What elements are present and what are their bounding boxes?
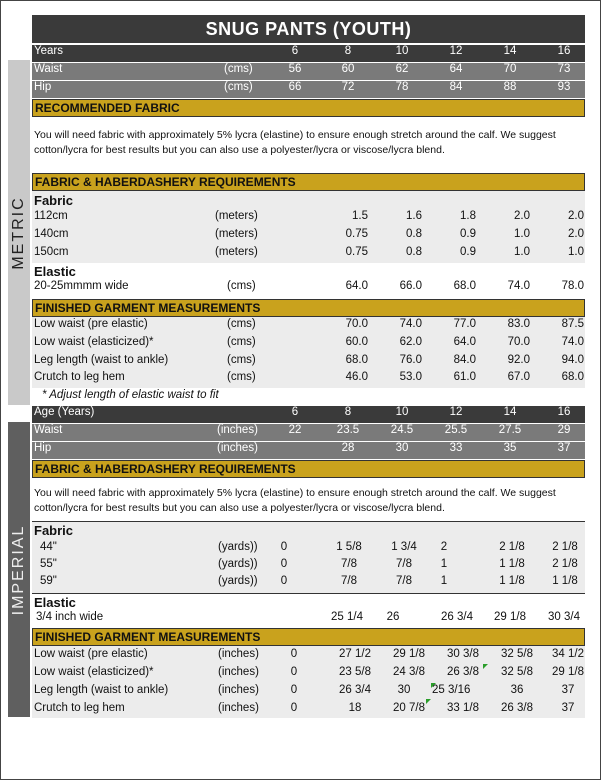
imperial-years-row <box>32 406 585 423</box>
cell: 53.0 <box>399 371 422 383</box>
table-row <box>32 575 585 592</box>
cell: 25 1/4 <box>331 611 363 623</box>
cell: 56 <box>288 63 302 75</box>
recommended-fabric-heading: RECOMMENDED FABRIC <box>32 99 585 117</box>
cell: 29 1/8 <box>393 648 425 660</box>
cell: 1 5/8 <box>336 541 362 553</box>
cell: 1 1/8 <box>552 575 578 587</box>
cell: 8 <box>344 406 352 418</box>
unit: (cms) <box>227 318 256 330</box>
cell: 64.0 <box>345 280 368 292</box>
cell: 27.5 <box>498 424 522 436</box>
cell: 73 <box>557 63 571 75</box>
cell: 26 3/4 <box>441 611 473 623</box>
cell: 1 1/8 <box>499 558 525 570</box>
cell: 12 <box>449 406 463 418</box>
cell: 24.5 <box>390 424 414 436</box>
cell: 62 <box>395 63 409 75</box>
metric-elastic-panel <box>32 263 585 299</box>
cell: 1.0 <box>514 228 530 240</box>
cell: 23 5/8 <box>339 666 371 678</box>
unit: (cms) <box>227 371 256 383</box>
row-label: 59" <box>40 575 57 587</box>
cell: 1.6 <box>406 210 422 222</box>
cell: 16 <box>557 45 571 57</box>
page-title: SNUG PANTS (YOUTH) <box>32 15 585 43</box>
cell: 0.75 <box>345 228 368 240</box>
imperial-elastic-panel <box>32 593 585 628</box>
metric-requirements-heading: FABRIC & HABERDASHERY REQUIREMENTS <box>32 173 585 191</box>
row-label: Low waist (elasticized)* <box>34 336 154 348</box>
cell: 1.5 <box>352 210 368 222</box>
cell: 25 3/16 <box>432 684 471 696</box>
table-row <box>32 702 585 719</box>
row-label: 140cm <box>34 228 69 240</box>
cell: 68.0 <box>345 354 368 366</box>
elastic-label: Elastic <box>34 595 76 610</box>
row-label: Low waist (pre elastic) <box>34 318 148 330</box>
cell: 10 <box>395 406 409 418</box>
cell: 70 <box>503 63 517 75</box>
cell: 29 1/8 <box>494 611 526 623</box>
imperial-finished-heading: FINISHED GARMENT MEASUREMENTS <box>32 628 585 646</box>
cell: 1.8 <box>460 210 476 222</box>
cell: 26 <box>386 611 400 623</box>
cell: 27 1/2 <box>339 648 371 660</box>
cell: 61.0 <box>453 371 476 383</box>
cell: 0 <box>280 575 288 587</box>
metric-side-label <box>8 60 30 405</box>
unit: (meters) <box>215 246 258 258</box>
unit: (yards)) <box>218 558 258 570</box>
imperial-side-label <box>8 422 30 717</box>
cell: 8 <box>344 45 352 57</box>
cell: 7/8 <box>341 558 357 570</box>
cell: 2.0 <box>568 210 584 222</box>
metric-side-text: METRIC <box>10 195 27 270</box>
table-row <box>32 318 585 335</box>
table-row <box>32 611 585 628</box>
row-label: 3/4 inch wide <box>36 611 104 623</box>
cell: 25.5 <box>444 424 468 436</box>
cell: 26 3/8 <box>501 702 533 714</box>
cell: 66 <box>288 81 302 93</box>
cell: 22 <box>288 424 302 436</box>
unit: (cms) <box>227 336 256 348</box>
table-row <box>32 246 585 263</box>
cell: 18 <box>348 702 362 714</box>
cell: 29 1/8 <box>552 666 584 678</box>
imperial-requirements-heading: FABRIC & HABERDASHERY REQUIREMENTS <box>32 460 585 478</box>
metric-hip-row <box>32 81 585 98</box>
imperial-fabric-panel <box>32 521 585 593</box>
cell: 30 3/4 <box>548 611 580 623</box>
cell: 84.0 <box>453 354 476 366</box>
imperial-waist-row <box>32 424 585 441</box>
unit: (cms) <box>227 354 256 366</box>
table-row <box>32 684 585 701</box>
imperial-hip-row <box>32 442 585 459</box>
metric-waist-row <box>32 63 585 80</box>
unit: (inches) <box>217 442 258 454</box>
row-label: Years <box>34 45 63 57</box>
cell: 64.0 <box>453 336 476 348</box>
cell: 0.9 <box>460 246 476 258</box>
cell: 62.0 <box>399 336 422 348</box>
cell: 7/8 <box>396 575 412 587</box>
cell: 16 <box>557 406 571 418</box>
metric-finished-panel <box>32 317 585 388</box>
row-label: Leg length (waist to ankle) <box>34 684 169 696</box>
row-label: Low waist (pre elastic) <box>34 648 148 660</box>
table-row <box>32 648 585 665</box>
row-label: Crutch to leg hem <box>34 702 125 714</box>
cell: 30 <box>397 684 411 696</box>
cell: 32 5/8 <box>501 648 533 660</box>
cell: 30 3/8 <box>447 648 479 660</box>
cell: 60.0 <box>345 336 368 348</box>
cell: 29 <box>557 424 571 436</box>
cell: 1 3/4 <box>391 541 417 553</box>
cell: 0 <box>280 558 288 570</box>
cell: 78.0 <box>561 280 584 292</box>
row-label: Low waist (elasticized)* <box>34 666 154 678</box>
cell: 0 <box>290 666 298 678</box>
cell: 7/8 <box>341 575 357 587</box>
cell: 37 <box>557 442 571 454</box>
cell: 12 <box>449 45 463 57</box>
cell: 34 1/2 <box>552 648 584 660</box>
table-row <box>32 666 585 683</box>
unit: (meters) <box>215 210 258 222</box>
cell: 32 5/8 <box>501 666 533 678</box>
row-label: 150cm <box>34 246 69 258</box>
cell: 60 <box>341 63 355 75</box>
cell: 66.0 <box>399 280 422 292</box>
cell: 70.0 <box>345 318 368 330</box>
imperial-side-text: IMPERIAL <box>10 524 27 615</box>
cell: 14 <box>503 45 517 57</box>
unit: (inches) <box>217 424 258 436</box>
unit: (cms) <box>224 81 253 93</box>
cell: 2 1/8 <box>552 558 578 570</box>
cell: 74.0 <box>399 318 422 330</box>
row-label: 20-25mmmm wide <box>34 280 129 292</box>
cell: 0 <box>290 648 298 660</box>
cell: 0 <box>290 702 298 714</box>
unit: (yards)) <box>218 575 258 587</box>
comment-marker-icon <box>431 683 436 688</box>
footnote: * Adjust length of elastic waist to fit <box>42 389 219 401</box>
unit: (inches) <box>218 684 259 696</box>
imperial-fabric-text: You will need fabric with approximately 5% lycra (elastine) to ensure enough stretch around the calf. We suggest cotton/lycra for best results but you can also use a polyester/lycra or viscose/lycra blend. <box>32 482 585 520</box>
unit: (cms) <box>227 280 256 292</box>
metric-fabric-text: You will need fabric with approximately 5% lycra (elastine) to ensure enough stretch around the calf. We suggest cotton/lycra for best results but you can also use a polyester/lycra or viscose/lycra blend. <box>32 124 585 164</box>
cell: 84 <box>449 81 463 93</box>
cell: 68.0 <box>453 280 476 292</box>
cell: 68.0 <box>561 371 584 383</box>
cell: 78 <box>395 81 409 93</box>
table-row <box>32 210 585 227</box>
row-label: Waist <box>34 424 63 436</box>
unit: (inches) <box>218 666 259 678</box>
cell: 26 3/4 <box>339 684 371 696</box>
cell: 1 <box>440 575 448 587</box>
cell: 1.0 <box>568 246 584 258</box>
cell: 26 3/8 <box>447 666 479 678</box>
cell: 2.0 <box>568 228 584 240</box>
row-label: 55" <box>40 558 57 570</box>
cell: 33 1/8 <box>447 702 479 714</box>
cell: 24 3/8 <box>393 666 425 678</box>
cell: 1 <box>440 558 448 570</box>
cell: 20 7/8 <box>393 702 425 714</box>
cell: 1 1/8 <box>499 575 525 587</box>
metric-finished-heading: FINISHED GARMENT MEASUREMENTS <box>32 299 585 317</box>
cell: 88 <box>503 81 517 93</box>
table-row <box>32 228 585 245</box>
row-label: Crutch to leg hem <box>34 371 125 383</box>
cell: 28 <box>341 442 355 454</box>
cell: 2 1/8 <box>552 541 578 553</box>
cell: 76.0 <box>399 354 422 366</box>
row-label: 112cm <box>34 210 68 222</box>
cell: 14 <box>503 406 517 418</box>
fabric-label: Fabric <box>34 523 74 538</box>
cell: 30 <box>395 442 409 454</box>
cell: 1.0 <box>514 246 530 258</box>
cell: 64 <box>449 63 463 75</box>
cell: 87.5 <box>561 318 584 330</box>
cell: 74.0 <box>561 336 584 348</box>
imperial-finished-panel <box>32 646 585 718</box>
cell: 6 <box>291 406 299 418</box>
cell: 70.0 <box>507 336 530 348</box>
row-label: Leg length (waist to ankle) <box>34 354 169 366</box>
table-row <box>32 541 585 558</box>
table-row <box>32 354 585 371</box>
cell: 10 <box>395 45 409 57</box>
cell: 23.5 <box>336 424 360 436</box>
cell: 36 <box>510 684 524 696</box>
unit: (yards)) <box>218 541 258 553</box>
cell: 77.0 <box>453 318 476 330</box>
cell: 0.9 <box>460 228 476 240</box>
fabric-label: Fabric <box>34 193 74 208</box>
cell: 33 <box>449 442 463 454</box>
table-row <box>32 280 585 297</box>
cell: 46.0 <box>345 371 368 383</box>
comment-marker-icon <box>483 664 488 669</box>
cell: 0.75 <box>345 246 368 258</box>
cell: 0.8 <box>406 246 422 258</box>
unit: (inches) <box>218 648 259 660</box>
cell: 67.0 <box>507 371 530 383</box>
metric-fabric-panel <box>32 191 585 263</box>
cell: 7/8 <box>396 558 412 570</box>
unit: (cms) <box>224 63 253 75</box>
cell: 2 <box>440 541 448 553</box>
metric-years-row <box>32 45 585 62</box>
row-label: Hip <box>34 81 52 93</box>
cell: 0.8 <box>406 228 422 240</box>
cell: 2 1/8 <box>499 541 525 553</box>
table-row <box>32 336 585 353</box>
cell: 6 <box>291 45 299 57</box>
cell: 0 <box>290 684 298 696</box>
unit: (meters) <box>215 228 258 240</box>
elastic-label: Elastic <box>34 264 76 279</box>
cell: 92.0 <box>507 354 530 366</box>
comment-marker-icon <box>426 699 431 704</box>
cell: 93 <box>557 81 571 93</box>
cell: 83.0 <box>507 318 530 330</box>
row-label: Hip <box>34 442 52 454</box>
table-row <box>32 558 585 575</box>
row-label: 44" <box>40 541 57 553</box>
cell: 74.0 <box>507 280 530 292</box>
table-row <box>32 371 585 388</box>
cell: 35 <box>503 442 517 454</box>
row-label: Age (Years) <box>34 406 95 418</box>
cell: 0 <box>280 541 288 553</box>
cell: 72 <box>341 81 355 93</box>
unit: (inches) <box>218 702 259 714</box>
cell: 2.0 <box>514 210 530 222</box>
cell: 37 <box>561 684 575 696</box>
cell: 37 <box>561 702 575 714</box>
row-label: Waist <box>34 63 63 75</box>
cell: 94.0 <box>561 354 584 366</box>
